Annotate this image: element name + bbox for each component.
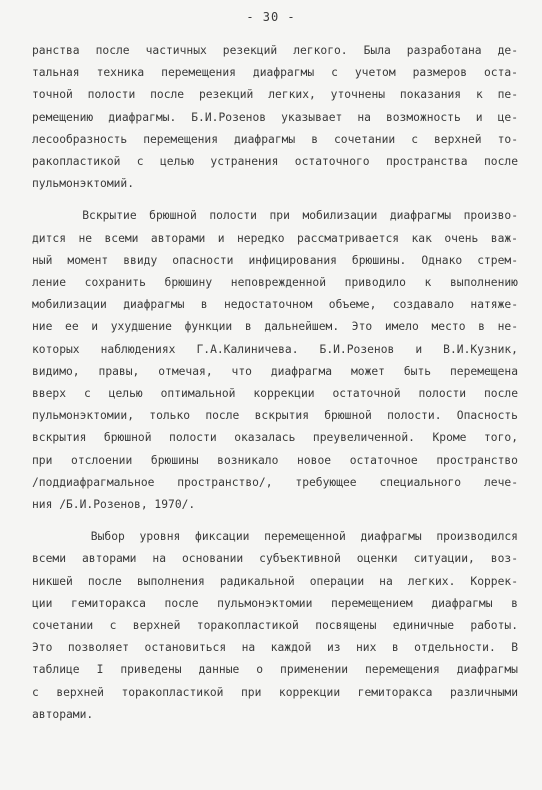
text-line: видимо, правы, отмечая, что диафрагма может быть перемещена [32,364,518,378]
text-line: пульмонэктомий. [32,177,135,191]
text-line: пульмонэктомии, только после вскрытия брюшной полости. Опасность [32,409,518,423]
text-line: тальная техника перемещения диафрагмы с учетом размеров оста- [32,66,518,80]
text-line: мобилизации диафрагмы в недостаточном объеме, создавало натяже- [32,298,518,312]
text-line: ния /Б.И.Розенов, 1970/. [32,498,196,512]
text-line: Вскрытие брюшной полости при мобилизации диафрагмы произво- [32,209,518,223]
text-line: ремещению диафрагмы. Б.И.Розенов указывает на возможность и це- [32,110,518,124]
text-line: ции гемиторакса после пульмонэктомии перемещением диафрагмы в [32,596,518,610]
text-line: /поддиафрагмальное пространство/, требующее специального лече- [32,475,518,489]
text-line: таблице I приведены данные о применении перемещения диафрагмы [32,663,518,677]
text-line: дится не всеми авторами и нередко рассматривается как очень важ- [32,231,518,245]
text-line: никшей после выполнения радикальной операции на легких. Коррек- [32,574,518,588]
paragraph-1 [32,40,518,195]
text-line: ние ее и ухудшение функции в дальнейшем. Это имело место в не- [32,320,518,334]
text-line: ление сохранить брюшину неповрежденной приводило к выполнению [32,276,518,290]
text-line: всеми авторами на основании субъективной оценки ситуации, воз- [32,552,518,566]
text-line: авторами. [32,707,94,721]
text-line: с верхней торакопластикой при коррекции гемиторакса различными [32,685,518,699]
text-line: ный момент ввиду опасности инфицирования брюшины. Однако стрем- [32,253,518,267]
page-number: - 30 - [246,10,296,24]
paragraph-3 [32,526,518,726]
text-line: ракопластикой с целью устранения остаточного пространства после [32,155,518,169]
text-line: при отслоении брюшины возникало новое остаточное пространство [32,453,518,467]
text-line: лесообразность перемещения диафрагмы в сочетании с верхней то- [32,132,518,146]
text-line: вскрытия брюшной полости оказалась преувеличенной. Кроме того, [32,431,518,445]
text-line: Это позволяет остановиться на каждой из них в отдельности. В [32,641,518,655]
text-line: точной полости после резекций легких, уточнены показания к пе- [32,88,518,102]
text-line: которых наблюдениях Г.А.Калиничева. Б.И.Розенов и В.И.Кузник, [32,342,518,356]
text-line: вверх с целью оптимальной коррекции остаточной полости после [32,387,518,401]
text-line: сочетании с верхней торакопластикой посвящены единичные работы. [32,619,518,633]
text-line: ранства после частичных резекций легкого. Была разработана де- [32,44,518,57]
text-line: Выбор уровня фиксации перемещенной диафрагмы производился [32,530,518,544]
paragraph-2 [32,205,518,516]
body-text [32,40,518,736]
